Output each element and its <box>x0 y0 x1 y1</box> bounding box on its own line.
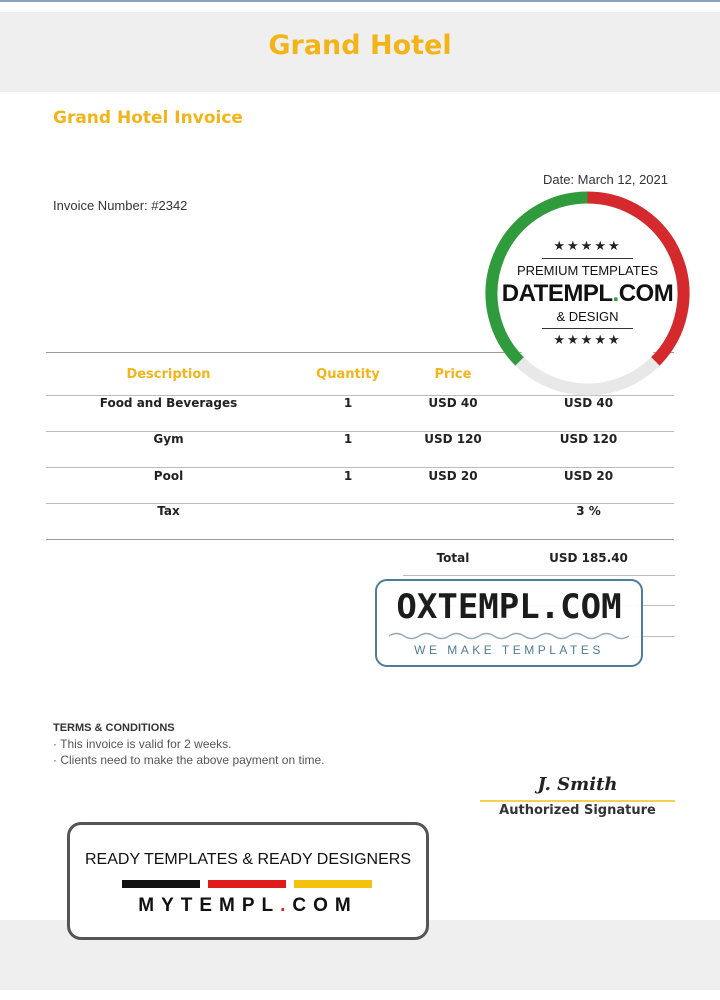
row-description: Gym <box>153 432 184 446</box>
badge-and-design: & DESIGN <box>556 309 619 324</box>
mytempl-site-name <box>70 895 426 917</box>
terms-line: · Clients need to make the above payment on time. <box>53 753 325 767</box>
row-price: USD 20 <box>428 469 478 483</box>
mytempl-site-dot: . <box>280 895 293 916</box>
row-description: Food and Beverages <box>99 396 238 410</box>
datempl-watermark-badge <box>484 190 691 397</box>
row-amount: USD 20 <box>563 469 614 483</box>
row-quantity: 1 <box>343 469 353 483</box>
hotel-name-heading: Grand Hotel <box>268 30 452 61</box>
badge-premium-templates: PREMIUM TEMPLATES <box>516 263 659 278</box>
row-rule <box>46 467 674 468</box>
badge-site-a: DATEMPL <box>501 280 613 307</box>
invoice-date: Date: March 12, 2021 <box>542 172 668 187</box>
badge-rule <box>542 258 633 259</box>
color-bar-red <box>208 880 286 888</box>
row-price: USD 120 <box>424 432 482 446</box>
column-header-description: Description <box>126 367 211 382</box>
total-value: USD 185.40 <box>549 551 628 565</box>
row-description: Tax <box>157 504 180 518</box>
row-price: USD 40 <box>428 396 478 410</box>
oxtempl-watermark-box <box>375 579 643 667</box>
mytempl-headline: READY TEMPLATES & READY DESIGNERS <box>84 851 412 868</box>
table-bottom-rule <box>46 539 674 540</box>
badge-site-b: COM <box>618 280 674 307</box>
total-label: Total <box>436 551 470 565</box>
row-amount: USD 120 <box>559 432 618 446</box>
row-amount: USD 40 <box>563 396 614 410</box>
color-bar-black <box>122 880 200 888</box>
invoice-number: Invoice Number: #2342 <box>53 198 188 213</box>
signature-label: Authorized Signature <box>499 803 656 818</box>
badge-site-dot: . <box>612 280 619 307</box>
terms-line: · This invoice is valid for 2 weeks. <box>53 737 232 751</box>
stars-bottom: ★★★★★ <box>553 332 622 347</box>
mytempl-watermark-box <box>67 822 429 940</box>
invoice-title: Grand Hotel Invoice <box>53 108 243 128</box>
signature-line <box>480 800 675 802</box>
column-header-price: Price <box>434 367 472 382</box>
terms-title: TERMS & CONDITIONS <box>53 722 175 734</box>
top-border-line <box>0 0 720 2</box>
stars-top: ★★★★★ <box>553 238 622 253</box>
badge-site-name <box>484 280 691 308</box>
oxtempl-title: OXTEMPL.COM <box>396 587 622 627</box>
mytempl-site-b: COM <box>292 895 358 916</box>
row-description: Pool <box>153 469 184 483</box>
signature-name: J. Smith <box>537 774 618 795</box>
row-quantity: 1 <box>343 432 353 446</box>
badge-rule <box>542 328 633 329</box>
oxtempl-subtitle: WE MAKE TEMPLATES <box>414 643 604 657</box>
row-amount: 3 % <box>576 504 601 518</box>
total-rule <box>403 575 675 576</box>
wave-divider <box>389 631 629 641</box>
color-bar-yellow <box>294 880 372 888</box>
row-quantity: 1 <box>343 396 353 410</box>
column-header-quantity: Quantity <box>316 367 380 382</box>
mytempl-site-a: MYTEMPL <box>138 895 281 916</box>
